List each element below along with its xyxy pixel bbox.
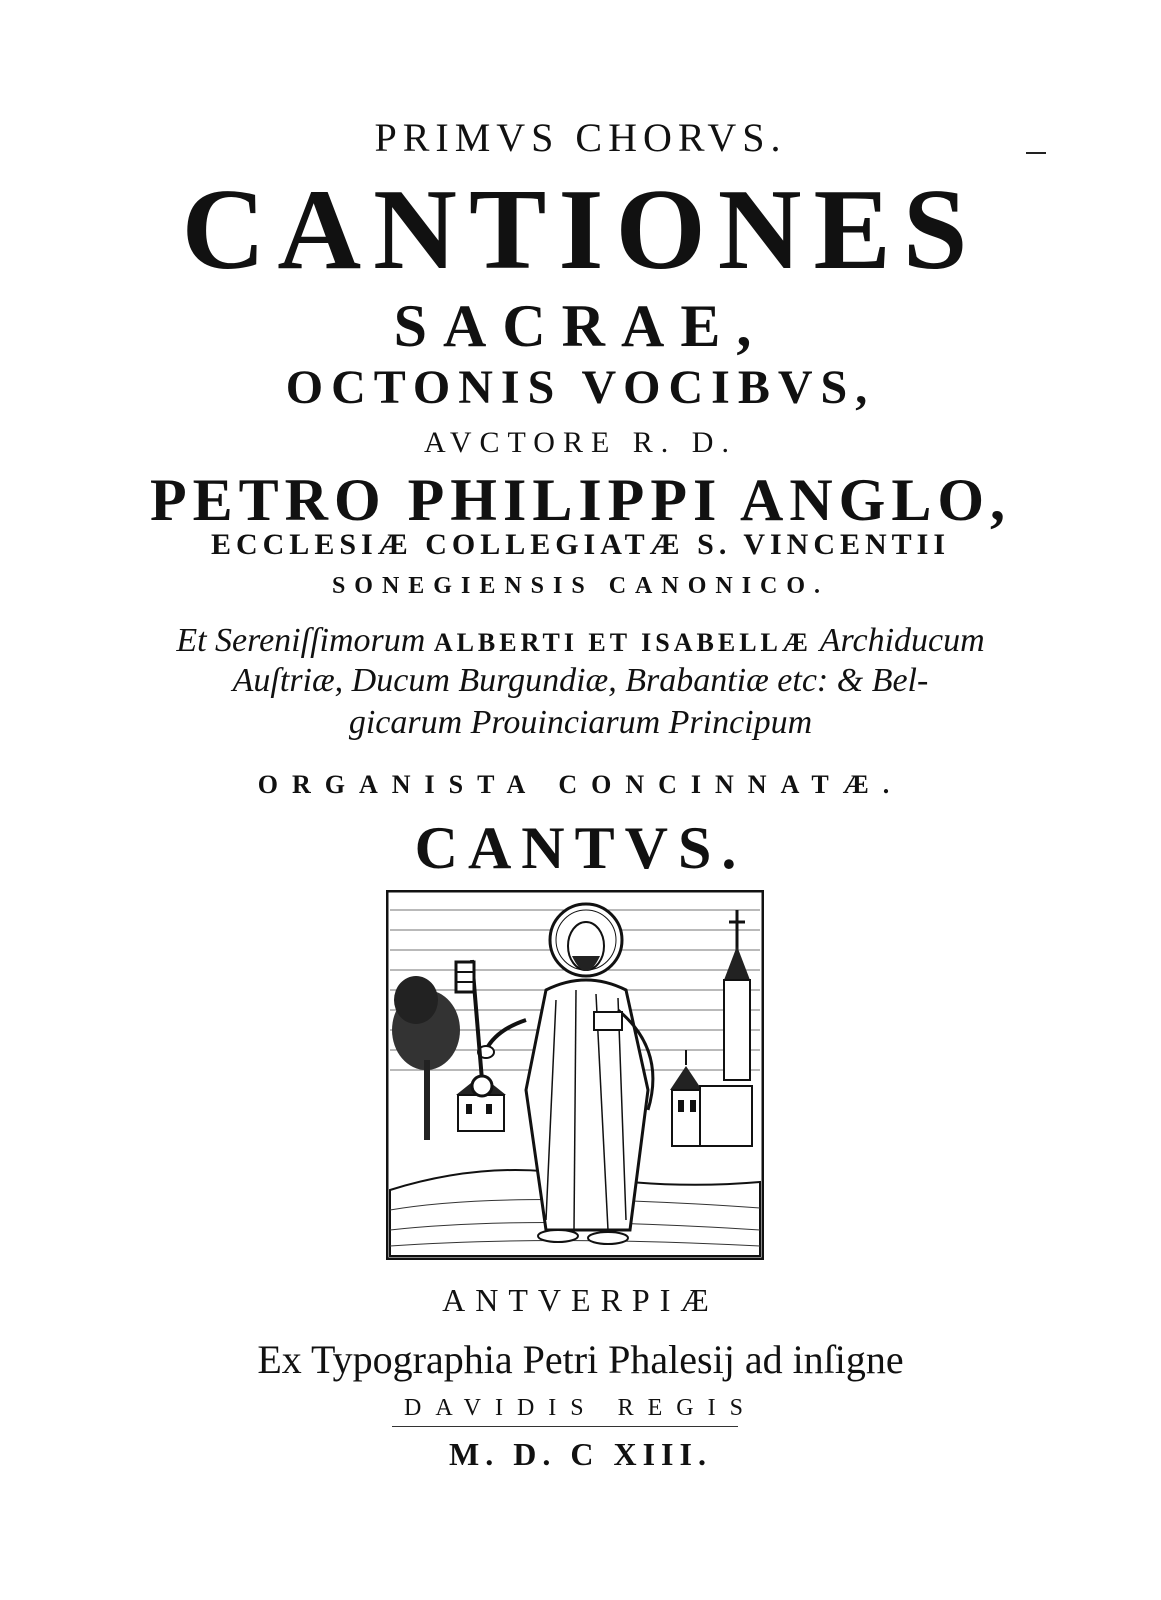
- voices-line: OCTONIS VOCIBVS,: [285, 361, 876, 414]
- dedication-title: Archiducum: [819, 622, 985, 659]
- dedication-line-1: [0, 624, 1161, 658]
- woodcut-illustration: [386, 890, 764, 1260]
- main-title: CANTIONES: [181, 166, 980, 294]
- author-canon: SONEGIENSIS CANONICO.: [331, 573, 830, 599]
- divider-rule: [392, 1426, 738, 1427]
- dedication-line-3: gicarum Prouinciarum Principum: [348, 704, 813, 741]
- chorus-heading: PRIMVS CHORVS.: [374, 115, 787, 160]
- imprint-city: ANTVERPIÆ: [442, 1282, 719, 1318]
- author-label: AVCTORE R. D.: [424, 426, 737, 459]
- dedication-names: ALBERTI ET ISABELLÆ: [433, 628, 812, 657]
- dedication-intro: Et Sereniſſimorum: [176, 622, 426, 659]
- author-church: ECCLESIÆ COLLEGIATÆ S. VINCENTII: [210, 528, 951, 561]
- imprint-printer: Ex Typographia Petri Phalesij ad inſigne: [257, 1337, 904, 1382]
- voice-part: CANTVS.: [414, 815, 747, 881]
- subtitle-sacrae: SACRAE,: [393, 293, 768, 359]
- organist-line: ORGANISTA CONCINNATÆ.: [257, 770, 904, 799]
- dedication-line-2: Auſtriæ, Ducum Burgundiæ, Brabantiæ etc: & Bel-: [232, 662, 929, 699]
- imprint-year: M. D. C XIII.: [449, 1436, 712, 1472]
- imprint-sign: DAVIDIS REGIS: [404, 1395, 757, 1421]
- author-name: PETRO PHILIPPI ANGLO,: [149, 467, 1012, 533]
